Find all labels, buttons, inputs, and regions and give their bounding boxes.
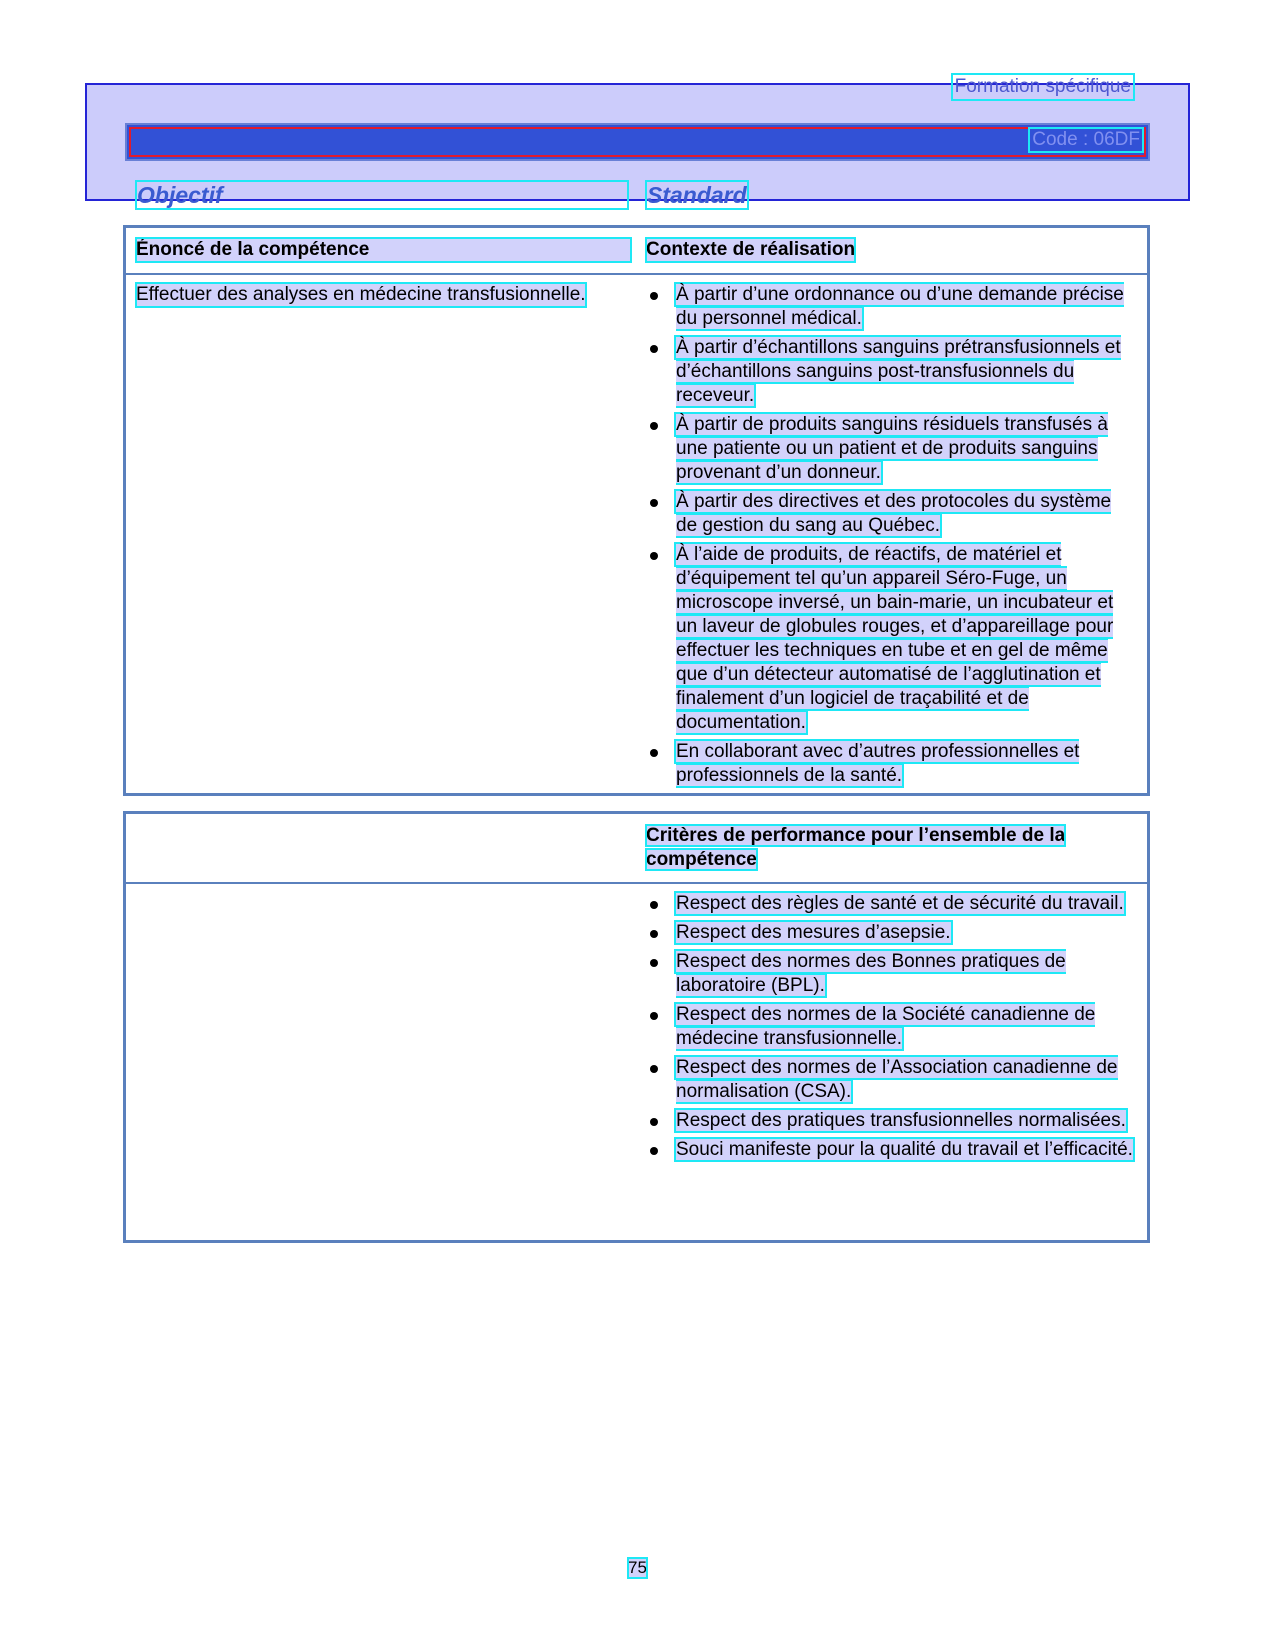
bullet-icon [650, 749, 658, 757]
bullet-icon [650, 1012, 658, 1020]
list-item [646, 921, 1136, 945]
bullet-icon [650, 422, 658, 430]
code-text [1030, 129, 1142, 151]
page-number: 75 [628, 1558, 647, 1577]
list-item [646, 1109, 1136, 1133]
list-item [646, 543, 1136, 735]
list-item-text: Respect des normes de la Société canadienne de médecine transfusionnelle. [676, 1004, 1096, 1049]
list-item-text: Respect des pratiques transfusionnelles normalisées. [676, 1110, 1126, 1131]
list-item [646, 336, 1136, 408]
criteria-table-header [126, 814, 1147, 884]
list-item-text: Respect des règles de santé et de sécurité du travail. [676, 893, 1124, 914]
list-item-text: À partir d’une ordonnance ou d’une demande précise du personnel médical. [676, 284, 1124, 329]
code-bar [125, 123, 1150, 161]
list-item [646, 413, 1136, 485]
bullet-icon [650, 1065, 658, 1073]
context-list [646, 283, 1136, 793]
standard-heading: Standard [647, 182, 747, 208]
criteria-list [646, 892, 1136, 1167]
list-item-text: En collaborant avec d’autres professionnelles et professionnels de la santé. [676, 741, 1080, 786]
list-item [646, 490, 1136, 538]
list-item-text: À partir de produits sanguins résiduels transfusés à une patiente ou un patient et de produits sanguins provenant d’un donneur. [676, 414, 1108, 483]
list-item [646, 950, 1136, 998]
bullet-icon [650, 292, 658, 300]
list-item [646, 1003, 1136, 1051]
criteria-header-text: Critères de performance pour l’ensemble de la compétence [646, 825, 1066, 870]
context-header: Contexte de réalisation [646, 239, 856, 260]
competence-statement: Effectuer des analyses en médecine transfusionnelle. [136, 284, 586, 305]
bullet-icon [650, 959, 658, 967]
bullet-icon [650, 345, 658, 353]
code-value: 06DF [1093, 129, 1140, 150]
list-item-text: À l’aide de produits, de réactifs, de matériel et d’équipement tel qu’un appareil Séro-Fuge, un microscope inversé, un bain-marie, un incubateur et un laveur de globules rouges, et d’appareillage pour effectuer les techniques en tube et en gel de même que d’un détecteur automatisé de l’agglutination et finalement d’un logiciel de traçabilité et de documentation. [676, 544, 1114, 733]
bullet-icon [650, 1118, 658, 1126]
list-item [646, 740, 1136, 788]
list-item-text: À partir d’échantillons sanguins prétransfusionnels et d’échantillons sanguins post-transfusionnels du receveur. [676, 337, 1121, 406]
list-item [646, 892, 1136, 916]
list-item-text: À partir des directives et des protocoles du système de gestion du sang au Québec. [676, 491, 1112, 536]
bullet-icon [650, 901, 658, 909]
list-item [646, 1138, 1136, 1162]
statement-header: Énoncé de la compétence [136, 238, 631, 262]
list-item-text: Respect des normes de l’Association canadienne de normalisation (CSA). [676, 1057, 1118, 1102]
list-item-text: Respect des mesures d’asepsie. [676, 922, 951, 943]
bullet-icon [650, 499, 658, 507]
bullet-icon [650, 930, 658, 938]
competence-table [123, 225, 1150, 796]
list-item [646, 283, 1136, 331]
criteria-header [646, 824, 1066, 872]
list-item [646, 1056, 1136, 1104]
bullet-icon [650, 1147, 658, 1155]
header-band [85, 76, 1190, 208]
section-title: Formation spécifique [954, 76, 1131, 97]
list-item-text: Souci manifeste pour la qualité du travail et l’efficacité. [676, 1139, 1133, 1160]
competence-table-header [126, 228, 1147, 275]
code-bar-border [129, 127, 1146, 157]
list-item-text: Respect des normes des Bonnes pratiques de laboratoire (BPL). [676, 951, 1066, 996]
objectif-heading: Objectif [137, 182, 627, 208]
code-label: Code : [1032, 129, 1089, 150]
bullet-icon [650, 552, 658, 560]
criteria-table [123, 811, 1150, 1243]
